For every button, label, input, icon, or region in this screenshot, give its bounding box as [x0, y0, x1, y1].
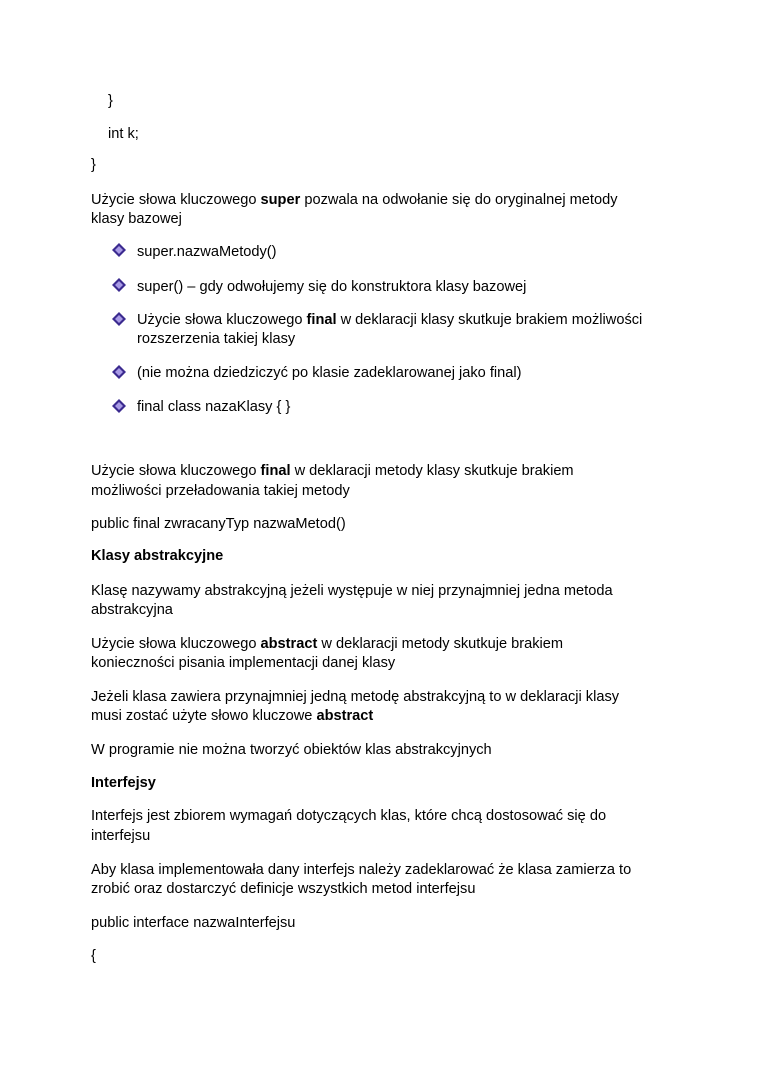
diamond-bullet-icon	[112, 312, 126, 326]
interface-def-line-2: interfejsu	[91, 828, 151, 844]
interface-signature: public interface nazwaInterfejsu	[91, 915, 296, 931]
code-inner-closing-brace: }	[108, 93, 113, 109]
code-opening-brace: {	[91, 948, 96, 964]
abstract-rule-line-2: musi zostać użyte słowo kluczowe abstract	[91, 708, 374, 724]
super-intro-line-1: Użycie słowa kluczowego super pozwala na odwołanie się do oryginalnej metody	[91, 192, 618, 208]
code-outer-closing-brace: }	[91, 157, 96, 173]
abstract-keyword-line-2: konieczności pisania implementacji danej klasy	[91, 655, 396, 671]
bullet-item-3-line-1: Użycie słowa kluczowego final w deklaracji klasy skutkuje brakiem możliwości	[137, 312, 643, 328]
final-signature: public final zwracanyTyp nazwaMetod()	[91, 516, 346, 532]
keyword-final: final	[306, 312, 337, 328]
interface-impl-line-1: Aby klasa implementowała dany interfejs należy zadeklarować że klasa zamierza to	[91, 862, 632, 878]
heading-abstract-classes: Klasy abstrakcyjne	[91, 548, 224, 564]
heading-interfaces: Interfejsy	[91, 775, 156, 791]
abstract-no-objects: W programie nie można tworzyć obiektów klas abstrakcyjnych	[91, 742, 492, 758]
bullet-item-3-line-2: rozszerzenia takiej klasy	[137, 331, 296, 347]
keyword-abstract: abstract	[316, 708, 374, 724]
final-method-line-2: możliwości przeładowania takiej metody	[91, 483, 350, 499]
diamond-bullet-icon	[112, 365, 126, 379]
keyword-abstract: abstract	[260, 636, 318, 652]
final-method-line-1: Użycie słowa kluczowego final w deklaracji metody klasy skutkuje brakiem	[91, 463, 574, 479]
abstract-keyword-line-1: Użycie słowa kluczowego abstract w deklaracji metody skutkuje brakiem	[91, 636, 564, 652]
diamond-bullet-icon	[112, 243, 126, 257]
super-intro-line-2: klasy bazowej	[91, 211, 182, 227]
bullet-item-2: super() – gdy odwołujemy się do konstruktora klasy bazowej	[137, 279, 527, 295]
diamond-bullet-icon	[112, 278, 126, 292]
keyword-super: super	[260, 192, 301, 208]
bullet-item-5: final class nazaKlasy { }	[137, 399, 291, 415]
bullet-item-1: super.nazwaMetody()	[137, 244, 277, 260]
interface-def-line-1: Interfejs jest zbiorem wymagań dotyczących klas, które chcą dostosować się do	[91, 808, 607, 824]
keyword-final: final	[260, 463, 291, 479]
code-int-k-line: int k;	[108, 126, 139, 142]
abstract-rule-line-1: Jeżeli klasa zawiera przynajmniej jedną metodę abstrakcyjną to w deklaracji klasy	[91, 689, 620, 705]
diamond-bullet-icon	[112, 399, 126, 413]
bullet-item-4: (nie można dziedziczyć po klasie zadeklarowanej jako final)	[137, 365, 522, 381]
abstract-def-line-1: Klasę nazywamy abstrakcyjną jeżeli występuje w niej przynajmniej jedna metoda	[91, 583, 613, 599]
abstract-def-line-2: abstrakcyjna	[91, 602, 173, 618]
interface-impl-line-2: zrobić oraz dostarczyć definicje wszystkich metod interfejsu	[91, 881, 476, 897]
